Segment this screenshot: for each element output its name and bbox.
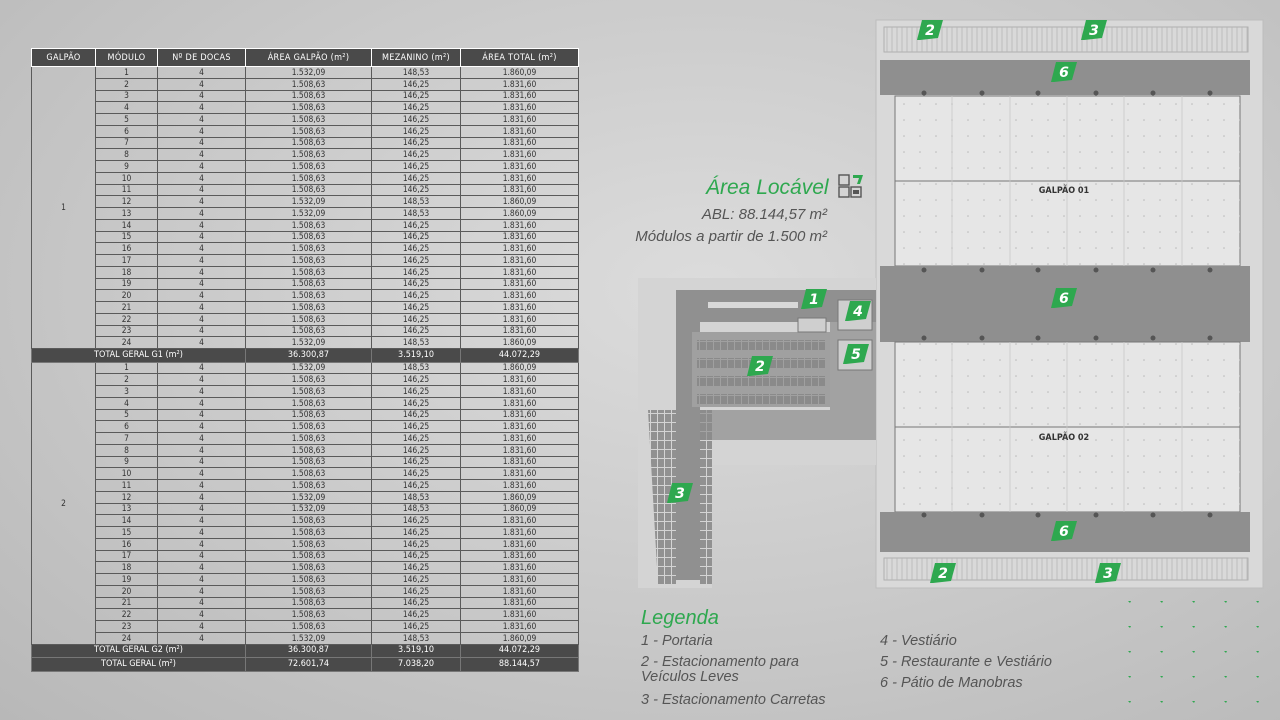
table-cell: 1.860,09 bbox=[461, 632, 579, 644]
table-cell: 4 bbox=[158, 456, 246, 468]
table-cell: 2 bbox=[96, 374, 158, 386]
table-cell: 1.508,63 bbox=[246, 585, 372, 597]
table-cell: 1.508,63 bbox=[246, 409, 372, 421]
table-cell: 146,25 bbox=[372, 421, 461, 433]
table-cell: 1.831,60 bbox=[461, 149, 579, 161]
table-cell: 1.532,09 bbox=[246, 362, 372, 374]
table-cell: 146,25 bbox=[372, 374, 461, 386]
table-cell: 5 bbox=[96, 409, 158, 421]
galpao-01-label: GALPÃO 01 bbox=[1038, 186, 1090, 196]
table-cell: 3 bbox=[96, 90, 158, 102]
table-cell: 4 bbox=[158, 219, 246, 231]
marker-number: 5 bbox=[851, 347, 861, 363]
table-cell: 146,25 bbox=[372, 597, 461, 609]
table-cell: 1.831,60 bbox=[461, 172, 579, 184]
table-cell: 146,25 bbox=[372, 266, 461, 278]
table-cell: 10 bbox=[96, 172, 158, 184]
table-cell: 148,53 bbox=[372, 208, 461, 220]
marker-number: 1 bbox=[809, 292, 819, 308]
table-cell: 4 bbox=[158, 90, 246, 102]
table-cell: 23 bbox=[96, 325, 158, 337]
table-cell: 1.508,63 bbox=[246, 386, 372, 398]
table-cell: 20 bbox=[96, 585, 158, 597]
table-cell: 4 bbox=[158, 515, 246, 527]
table-cell: 11 bbox=[96, 480, 158, 492]
table-cell: 146,25 bbox=[372, 102, 461, 114]
marker-number: 3 bbox=[1089, 23, 1099, 39]
table-cell: 4 bbox=[158, 562, 246, 574]
table-cell: 13 bbox=[96, 503, 158, 515]
table-cell: 146,25 bbox=[372, 184, 461, 196]
table-cell: 146,25 bbox=[372, 574, 461, 586]
table-cell: 1.831,60 bbox=[461, 456, 579, 468]
table-cell: 1.831,60 bbox=[461, 386, 579, 398]
table-cell: 4 bbox=[158, 67, 246, 79]
table-cell: 1.508,63 bbox=[246, 161, 372, 173]
table-cell: 1.508,63 bbox=[246, 184, 372, 196]
table-cell: 1.508,63 bbox=[246, 456, 372, 468]
table-cell: 4 bbox=[158, 125, 246, 137]
table-cell: 1.831,60 bbox=[461, 480, 579, 492]
table-cell: 22 bbox=[96, 313, 158, 325]
table-cell: 1.831,60 bbox=[461, 538, 579, 550]
table-cell: 1.532,09 bbox=[246, 196, 372, 208]
table-cell: 4 bbox=[158, 632, 246, 644]
legend-title: Legenda bbox=[641, 607, 719, 629]
table-cell: 4 bbox=[158, 621, 246, 633]
table-cell: 1.860,09 bbox=[461, 208, 579, 220]
table-cell: 146,25 bbox=[372, 290, 461, 302]
table-cell: 1.508,63 bbox=[246, 538, 372, 550]
table-cell: 1.532,09 bbox=[246, 491, 372, 503]
marker-number: 3 bbox=[675, 486, 685, 502]
table-cell: 1.508,63 bbox=[246, 574, 372, 586]
table-cell: 4 bbox=[158, 243, 246, 255]
table-cell: 1.831,60 bbox=[461, 444, 579, 456]
table-cell: 9 bbox=[96, 456, 158, 468]
table-cell: 1.508,63 bbox=[246, 480, 372, 492]
table-cell: 146,25 bbox=[372, 609, 461, 621]
table-cell: 6 bbox=[96, 421, 158, 433]
table-cell: 148,53 bbox=[372, 362, 461, 374]
table-cell: 4 bbox=[158, 374, 246, 386]
galpao-02 bbox=[895, 342, 1240, 512]
table-cell: 16 bbox=[96, 538, 158, 550]
grand-total-value: 72.601,74 bbox=[246, 658, 372, 672]
marker-number: 6 bbox=[1059, 291, 1069, 307]
table-cell: 4 bbox=[158, 255, 246, 267]
table-cell: 146,25 bbox=[372, 397, 461, 409]
table-cell: 4 bbox=[158, 161, 246, 173]
table-cell: 146,25 bbox=[372, 137, 461, 149]
table-cell: 1.831,60 bbox=[461, 621, 579, 633]
table-cell: 146,25 bbox=[372, 313, 461, 325]
table-cell: 4 bbox=[158, 503, 246, 515]
table-cell: 4 bbox=[158, 196, 246, 208]
table-cell: 1.532,09 bbox=[246, 67, 372, 79]
table-cell: 1.508,63 bbox=[246, 102, 372, 114]
table-cell: 146,25 bbox=[372, 255, 461, 267]
table-cell: 1.831,60 bbox=[461, 597, 579, 609]
table-cell: 1.831,60 bbox=[461, 574, 579, 586]
table-cell: 4 bbox=[158, 574, 246, 586]
table-cell: 1.831,60 bbox=[461, 290, 579, 302]
table-cell: 1.508,63 bbox=[246, 172, 372, 184]
table-cell: 4 bbox=[158, 149, 246, 161]
table-cell: 4 bbox=[158, 421, 246, 433]
table-cell: 12 bbox=[96, 196, 158, 208]
table-cell: 4 bbox=[158, 278, 246, 290]
table-cell: 146,25 bbox=[372, 456, 461, 468]
table-cell: 1.831,60 bbox=[461, 102, 579, 114]
table-cell: 146,25 bbox=[372, 161, 461, 173]
table-cell: 146,25 bbox=[372, 78, 461, 90]
table-cell: 1.532,09 bbox=[246, 503, 372, 515]
table-cell: 24 bbox=[96, 337, 158, 349]
group-total-label: TOTAL GERAL G1 (m²) bbox=[32, 349, 246, 363]
table-cell: 1.508,63 bbox=[246, 149, 372, 161]
marker-number: 6 bbox=[1059, 524, 1069, 540]
table-cell: 4 bbox=[158, 231, 246, 243]
marker-number: 6 bbox=[1059, 65, 1069, 81]
table-cell: 1.831,60 bbox=[461, 231, 579, 243]
table-cell: 4 bbox=[158, 208, 246, 220]
table-cell: 1.860,09 bbox=[461, 67, 579, 79]
table-cell: 1.831,60 bbox=[461, 313, 579, 325]
table-cell: 4 bbox=[158, 550, 246, 562]
table-cell: 1.831,60 bbox=[461, 562, 579, 574]
table-cell: 148,53 bbox=[372, 196, 461, 208]
marker-number: 2 bbox=[925, 23, 935, 39]
table-cell: 1.831,60 bbox=[461, 161, 579, 173]
table-cell: 1.831,60 bbox=[461, 397, 579, 409]
group-total-value: 36.300,87 bbox=[246, 644, 372, 658]
table-cell: 16 bbox=[96, 243, 158, 255]
grand-total-value: 88.144,57 bbox=[461, 658, 579, 672]
table-cell: 146,25 bbox=[372, 550, 461, 562]
table-cell: 4 bbox=[158, 538, 246, 550]
table-cell: 1.831,60 bbox=[461, 184, 579, 196]
table-cell: 9 bbox=[96, 161, 158, 173]
table-cell: 21 bbox=[96, 597, 158, 609]
table-cell: 1.831,60 bbox=[461, 585, 579, 597]
table-cell: 1.508,63 bbox=[246, 125, 372, 137]
table-cell: 146,25 bbox=[372, 585, 461, 597]
header-galpao: GALPÃO bbox=[32, 49, 96, 67]
table-cell: 1 bbox=[96, 362, 158, 374]
table-cell: 4 bbox=[158, 433, 246, 445]
table-cell: 1.508,63 bbox=[246, 609, 372, 621]
table-cell: 1.508,63 bbox=[246, 278, 372, 290]
marker-number: 3 bbox=[1103, 566, 1113, 582]
galpao-cell: 2 bbox=[32, 362, 96, 644]
table-cell: 1.831,60 bbox=[461, 325, 579, 337]
table-cell: 1.508,63 bbox=[246, 313, 372, 325]
group-total-value: 3.519,10 bbox=[372, 644, 461, 658]
table-cell: 4 bbox=[158, 444, 246, 456]
table-cell: 1.831,60 bbox=[461, 255, 579, 267]
table-cell: 8 bbox=[96, 149, 158, 161]
table-cell: 1.508,63 bbox=[246, 255, 372, 267]
table-cell: 1.532,09 bbox=[246, 208, 372, 220]
table-cell: 1.831,60 bbox=[461, 421, 579, 433]
table-cell: 146,25 bbox=[372, 409, 461, 421]
area-title: Área Locável bbox=[706, 176, 829, 199]
group-total-value: 44.072,29 bbox=[461, 349, 579, 363]
galpao-cell: 1 bbox=[32, 67, 96, 349]
table-cell: 4 bbox=[96, 102, 158, 114]
table-cell: 12 bbox=[96, 491, 158, 503]
table-cell: 4 bbox=[158, 597, 246, 609]
table-cell: 1.508,63 bbox=[246, 468, 372, 480]
legend-item-4: 4 - Vestiário bbox=[880, 633, 957, 649]
table-cell: 4 bbox=[158, 102, 246, 114]
table-cell: 18 bbox=[96, 562, 158, 574]
table-cell: 4 bbox=[158, 266, 246, 278]
table-cell: 4 bbox=[158, 290, 246, 302]
table-cell: 1.508,63 bbox=[246, 137, 372, 149]
grand-total-label: TOTAL GERAL (m²) bbox=[32, 658, 246, 672]
table-cell: 146,25 bbox=[372, 231, 461, 243]
table-cell: 1.508,63 bbox=[246, 90, 372, 102]
table-cell: 4 bbox=[158, 609, 246, 621]
legend-item-6: 6 - Pátio de Manobras bbox=[880, 675, 1023, 691]
table-cell: 11 bbox=[96, 184, 158, 196]
header-area-galpao: ÁREA GALPÃO (m²) bbox=[246, 49, 372, 67]
table-cell: 1.508,63 bbox=[246, 621, 372, 633]
table-cell: 1.508,63 bbox=[246, 562, 372, 574]
table-cell: 148,53 bbox=[372, 503, 461, 515]
table-cell: 1.831,60 bbox=[461, 374, 579, 386]
table-cell: 23 bbox=[96, 621, 158, 633]
table-cell: 1.508,63 bbox=[246, 421, 372, 433]
table-cell: 148,53 bbox=[372, 491, 461, 503]
galpao-01 bbox=[895, 96, 1240, 266]
table-cell: 146,25 bbox=[372, 386, 461, 398]
table-cell: 4 bbox=[158, 184, 246, 196]
table-cell: 146,25 bbox=[372, 325, 461, 337]
table-cell: 1.831,60 bbox=[461, 137, 579, 149]
header-mezanino: MEZANINO (m²) bbox=[372, 49, 461, 67]
table-cell: 1.508,63 bbox=[246, 243, 372, 255]
table-cell: 148,53 bbox=[372, 632, 461, 644]
decorative-dot-grid bbox=[1120, 595, 1270, 720]
table-cell: 146,25 bbox=[372, 278, 461, 290]
table-cell: 13 bbox=[96, 208, 158, 220]
table-cell: 1.532,09 bbox=[246, 337, 372, 349]
table-cell: 14 bbox=[96, 515, 158, 527]
table-cell: 146,25 bbox=[372, 538, 461, 550]
table-cell: 1.508,63 bbox=[246, 527, 372, 539]
table-cell: 20 bbox=[96, 290, 158, 302]
table-cell: 2 bbox=[96, 78, 158, 90]
table-cell: 1.860,09 bbox=[461, 491, 579, 503]
table-cell: 4 bbox=[158, 137, 246, 149]
grand-total-value: 7.038,20 bbox=[372, 658, 461, 672]
table-cell: 4 bbox=[158, 409, 246, 421]
table-cell: 146,25 bbox=[372, 114, 461, 126]
legend-item-1: 1 - Portaria bbox=[641, 633, 713, 649]
table-cell: 1.831,60 bbox=[461, 302, 579, 314]
table-cell: 1.860,09 bbox=[461, 196, 579, 208]
table-cell: 22 bbox=[96, 609, 158, 621]
table-cell: 4 bbox=[158, 337, 246, 349]
table-cell: 4 bbox=[158, 362, 246, 374]
table-cell: 146,25 bbox=[372, 125, 461, 137]
table-cell: 1.831,60 bbox=[461, 527, 579, 539]
marker-number: 4 bbox=[853, 304, 863, 320]
header-docas: Nº DE DOCAS bbox=[158, 49, 246, 67]
table-cell: 1.508,63 bbox=[246, 114, 372, 126]
table-cell: 21 bbox=[96, 302, 158, 314]
table-cell: 1.831,60 bbox=[461, 409, 579, 421]
table-cell: 4 bbox=[158, 585, 246, 597]
table-cell: 17 bbox=[96, 255, 158, 267]
table-cell: 146,25 bbox=[372, 621, 461, 633]
table-cell: 4 bbox=[158, 114, 246, 126]
galpao-02-label: GALPÃO 02 bbox=[1038, 433, 1090, 443]
legend-item-3: 3 - Estacionamento Carretas bbox=[641, 692, 826, 708]
table-cell: 1.508,63 bbox=[246, 231, 372, 243]
table-cell: 3 bbox=[96, 386, 158, 398]
table-cell: 1.831,60 bbox=[461, 266, 579, 278]
table-cell: 1.831,60 bbox=[461, 278, 579, 290]
table-cell: 146,25 bbox=[372, 480, 461, 492]
table-cell: 146,25 bbox=[372, 562, 461, 574]
table-cell: 4 bbox=[158, 491, 246, 503]
header-modulo: MÓDULO bbox=[96, 49, 158, 67]
table-cell: 1.831,60 bbox=[461, 550, 579, 562]
table-cell: 146,25 bbox=[372, 243, 461, 255]
legend-item-2: 2 - Estacionamento para Veículos Leves bbox=[641, 654, 799, 685]
table-cell: 4 bbox=[158, 468, 246, 480]
table-cell: 1.508,63 bbox=[246, 290, 372, 302]
table-cell: 146,25 bbox=[372, 527, 461, 539]
table-cell: 5 bbox=[96, 114, 158, 126]
table-cell: 4 bbox=[158, 397, 246, 409]
table-cell: 146,25 bbox=[372, 90, 461, 102]
modules-text: Módulos a partir de 1.500 m² bbox=[635, 228, 827, 245]
table-cell: 6 bbox=[96, 125, 158, 137]
table-cell: 1.831,60 bbox=[461, 515, 579, 527]
table-cell: 19 bbox=[96, 574, 158, 586]
table-cell: 17 bbox=[96, 550, 158, 562]
table-cell: 1.532,09 bbox=[246, 632, 372, 644]
table-cell: 4 bbox=[158, 172, 246, 184]
table-cell: 146,25 bbox=[372, 433, 461, 445]
table-cell: 1.508,63 bbox=[246, 444, 372, 456]
table-cell: 4 bbox=[96, 397, 158, 409]
table-cell: 8 bbox=[96, 444, 158, 456]
table-cell: 1.831,60 bbox=[461, 90, 579, 102]
table-cell: 19 bbox=[96, 278, 158, 290]
table-cell: 1.508,63 bbox=[246, 515, 372, 527]
table-cell: 1 bbox=[96, 67, 158, 79]
table-cell: 1.508,63 bbox=[246, 550, 372, 562]
group-total-label: TOTAL GERAL G2 (m²) bbox=[32, 644, 246, 658]
group-total-value: 36.300,87 bbox=[246, 349, 372, 363]
table-cell: 18 bbox=[96, 266, 158, 278]
table-cell: 1.508,63 bbox=[246, 302, 372, 314]
table-cell: 7 bbox=[96, 137, 158, 149]
table-cell: 1.831,60 bbox=[461, 243, 579, 255]
group-total-value: 3.519,10 bbox=[372, 349, 461, 363]
table-cell: 1.831,60 bbox=[461, 468, 579, 480]
marker-number: 2 bbox=[755, 359, 765, 375]
table-cell: 146,25 bbox=[372, 172, 461, 184]
legend-item-5: 5 - Restaurante e Vestiário bbox=[880, 654, 1052, 670]
table-cell: 1.508,63 bbox=[246, 433, 372, 445]
table-cell: 1.831,60 bbox=[461, 114, 579, 126]
header-area-total: ÁREA TOTAL (m²) bbox=[461, 49, 579, 67]
table-cell: 4 bbox=[158, 78, 246, 90]
table-cell: 1.860,09 bbox=[461, 337, 579, 349]
table-cell: 148,53 bbox=[372, 337, 461, 349]
group-total-value: 44.072,29 bbox=[461, 644, 579, 658]
table-cell: 1.508,63 bbox=[246, 266, 372, 278]
table-cell: 146,25 bbox=[372, 444, 461, 456]
table-cell: 146,25 bbox=[372, 302, 461, 314]
table-cell: 14 bbox=[96, 219, 158, 231]
table-cell: 7 bbox=[96, 433, 158, 445]
table-cell: 146,25 bbox=[372, 149, 461, 161]
table-cell: 1.508,63 bbox=[246, 597, 372, 609]
table-cell: 1.831,60 bbox=[461, 433, 579, 445]
table-cell: 146,25 bbox=[372, 515, 461, 527]
table-cell: 4 bbox=[158, 325, 246, 337]
abl-text: ABL: 88.144,57 m² bbox=[701, 206, 827, 223]
table-cell: 15 bbox=[96, 231, 158, 243]
table-cell: 1.508,63 bbox=[246, 325, 372, 337]
table-cell: 1.508,63 bbox=[246, 397, 372, 409]
table-cell: 1.831,60 bbox=[461, 219, 579, 231]
table-cell: 1.860,09 bbox=[461, 362, 579, 374]
table-cell: 1.831,60 bbox=[461, 609, 579, 621]
table-cell: 1.508,63 bbox=[246, 78, 372, 90]
table-cell: 146,25 bbox=[372, 219, 461, 231]
table-cell: 15 bbox=[96, 527, 158, 539]
table-cell: 1.831,60 bbox=[461, 125, 579, 137]
table-cell: 1.860,09 bbox=[461, 503, 579, 515]
table-cell: 146,25 bbox=[372, 468, 461, 480]
table-cell: 4 bbox=[158, 313, 246, 325]
marker-number: 2 bbox=[938, 566, 948, 582]
table-cell: 1.508,63 bbox=[246, 219, 372, 231]
table-cell: 4 bbox=[158, 386, 246, 398]
table-cell: 24 bbox=[96, 632, 158, 644]
table-cell: 10 bbox=[96, 468, 158, 480]
table-cell: 148,53 bbox=[372, 67, 461, 79]
table-cell: 1.508,63 bbox=[246, 374, 372, 386]
table-cell: 4 bbox=[158, 302, 246, 314]
table-cell: 1.831,60 bbox=[461, 78, 579, 90]
table-cell: 4 bbox=[158, 480, 246, 492]
table-cell: 4 bbox=[158, 527, 246, 539]
